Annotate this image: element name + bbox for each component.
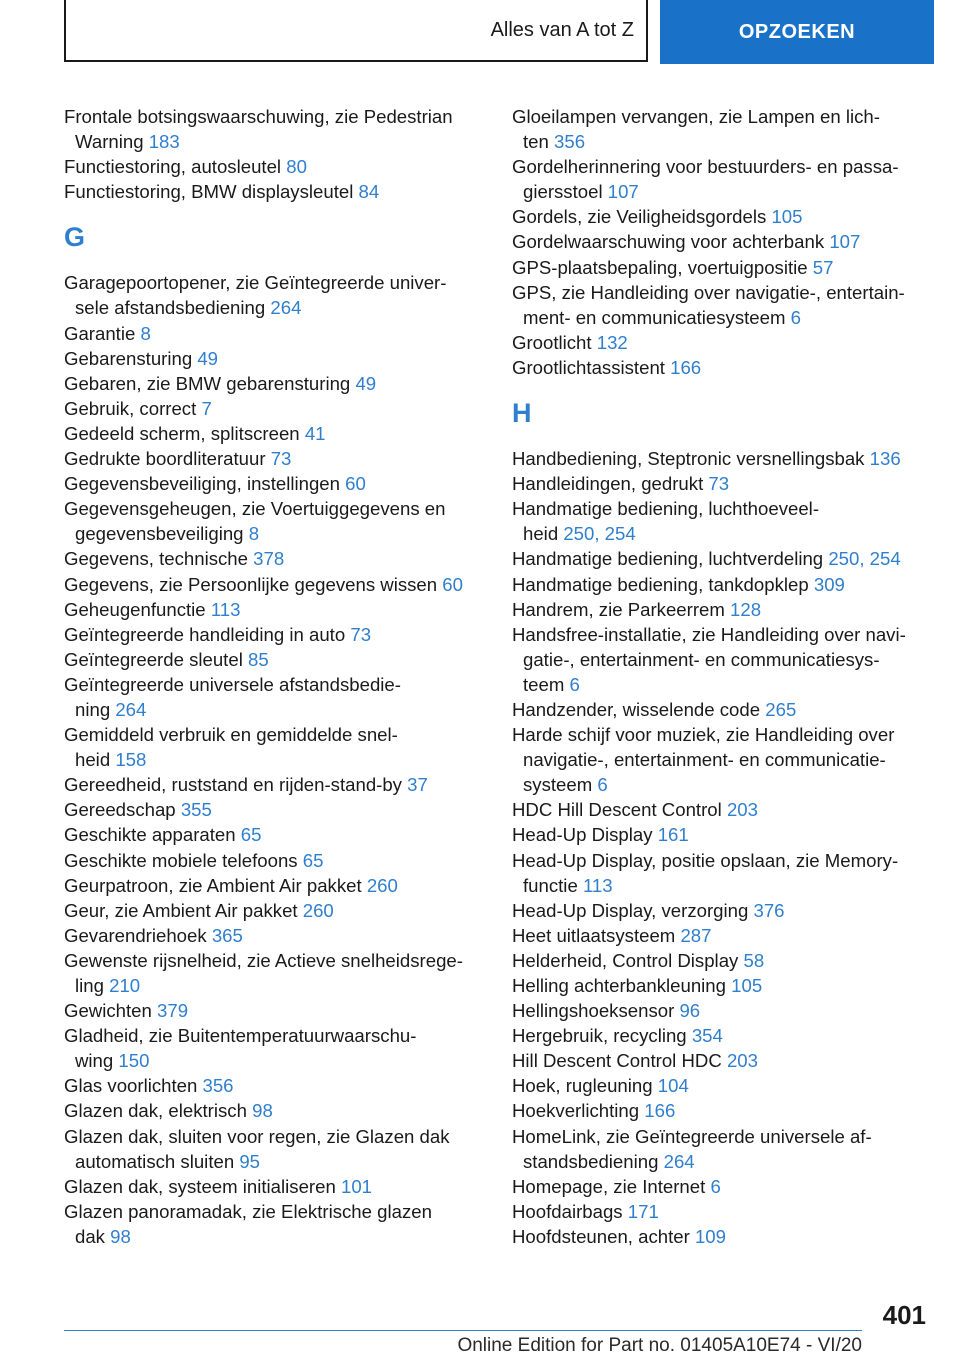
index-entry-text: HomeLink, zie Geïntegreerde universele af- <box>512 1125 872 1147</box>
index-entry-text: systeem <box>523 774 593 796</box>
index-entry-text: Gegevens, technische <box>64 548 248 570</box>
index-entry-text: navigatie-, entertainment- en communicatie- <box>523 749 886 771</box>
index-entry <box>512 998 932 1023</box>
index-entry-text: Gereedschap <box>64 799 176 821</box>
index-page-link[interactable]: 98 <box>110 1225 131 1247</box>
index-entry-text: Glazen dak, elektrisch <box>64 1100 247 1122</box>
index-entry-text: Geïntegreerde sleutel <box>64 648 243 670</box>
index-entry-text: Gegevens, zie Persoonlijke gegevens wissen <box>64 573 438 595</box>
index-entry <box>512 1224 932 1249</box>
header-tabs <box>64 0 934 66</box>
index-page-link[interactable]: 113 <box>582 874 613 896</box>
index-page-link[interactable]: 6 <box>597 774 608 796</box>
index-entry <box>64 179 484 204</box>
index-entry-text: gegevensbeveiliging <box>75 523 244 545</box>
index-entry-text: Geurpatroon, zie Ambient Air pakket <box>64 874 362 896</box>
index-entry <box>64 948 484 998</box>
index-entry-text: Warning <box>75 131 144 153</box>
index-entry <box>512 1023 932 1048</box>
index-page-link[interactable]: 107 <box>829 231 861 253</box>
index-page-link[interactable]: 376 <box>753 899 785 921</box>
index-entry-text: functie <box>523 874 578 896</box>
index-entry <box>512 280 932 330</box>
index-page-link[interactable]: 355 <box>180 799 212 821</box>
index-entry-text: Handrem, zie Parkeerrem <box>512 598 725 620</box>
index-entry-text: Head-Up Display, positie opslaan, zie Memory- <box>512 849 899 871</box>
index-entry-text: Hergebruik, recycling <box>512 1025 687 1047</box>
index-page-link[interactable]: 250, 254 <box>563 523 636 545</box>
index-page-link[interactable]: 84 <box>358 181 380 203</box>
index-entry <box>512 229 932 254</box>
index-page-link[interactable]: 80 <box>286 156 307 178</box>
index-entry <box>512 471 932 496</box>
index-page-link[interactable]: 378 <box>253 548 285 570</box>
index-entry-text: Gordels, zie Veiligheidsgordels <box>512 206 767 228</box>
index-entry-text: Gladheid, zie Buitentemperatuurwaarschu- <box>64 1025 417 1047</box>
index-page-link[interactable]: 105 <box>731 975 763 996</box>
index-entry-text: Geïntegreerde handleiding in auto <box>64 623 346 645</box>
index-entry <box>64 1073 484 1098</box>
index-entry-text: Glazen dak, sluiten voor regen, zie Glazen dak <box>64 1125 450 1147</box>
index-entry-text: Glas voorlichten <box>64 1075 198 1097</box>
index-entry <box>64 154 484 179</box>
index-entry <box>64 270 484 320</box>
index-entry <box>64 546 484 571</box>
index-entry-text: Gevarendriehoek <box>64 924 207 946</box>
index-entry-text: Handleidingen, gedrukt <box>512 473 704 495</box>
index-page-link[interactable]: 49 <box>197 347 219 369</box>
index-entry <box>64 647 484 672</box>
index-page-link[interactable]: 260 <box>302 899 334 921</box>
index-entry <box>512 330 932 355</box>
index-entry-text: ling <box>75 975 104 996</box>
index-entry <box>512 848 932 898</box>
index-entry <box>64 722 484 772</box>
index-entry-text: giersstoel <box>523 181 603 203</box>
page-number: 401 <box>882 1300 926 1330</box>
index-entry <box>64 923 484 948</box>
index-entry <box>512 204 932 229</box>
index-entry-text: Geschikte mobiele telefoons <box>64 849 298 871</box>
index-entry <box>64 1098 484 1123</box>
index-entry <box>64 1174 484 1199</box>
index-entry <box>64 572 484 597</box>
tab-index-label: Alles van A tot Z <box>490 18 634 41</box>
index-page-link[interactable]: 354 <box>691 1025 723 1047</box>
index-entry-text: HDC Hill Descent Control <box>512 799 722 821</box>
index-page-link[interactable]: 171 <box>627 1200 659 1222</box>
index-entry-text: Helling achterbankleuning <box>512 975 726 996</box>
index-entry-text: Gegevensgeheugen, zie Voertuiggegevens en <box>64 498 446 520</box>
index-entry-text: Gordelherinnering voor bestuurders- en passa- <box>512 156 899 178</box>
tab-search-label: OPZOEKEN <box>738 20 856 43</box>
index-page-link[interactable]: 98 <box>252 1100 273 1122</box>
index-entry-text: Handsfree-installatie, zie Handleiding over navi- <box>512 623 906 645</box>
index-entry <box>512 973 932 998</box>
index-page-link[interactable]: 250, 254 <box>828 548 901 570</box>
index-entry-text: Gereedheid, ruststand en rijden-stand-by <box>64 774 402 796</box>
index-page-link[interactable]: 136 <box>869 448 901 470</box>
index-entry-text: ten <box>523 131 549 153</box>
index-column-right <box>512 104 932 1249</box>
index-page-link[interactable]: 166 <box>670 356 702 378</box>
index-entry-text: Head-Up Display, verzorging <box>512 899 749 921</box>
index-entry <box>512 797 932 822</box>
index-entry-text: Handzender, wisselende code <box>512 698 761 720</box>
index-entry-text: Hoek, rugleuning <box>512 1075 653 1097</box>
index-entry <box>512 546 932 571</box>
index-entry-text: Gewenste rijsnelheid, zie Actieve snelheidsrege- <box>64 949 463 971</box>
index-page-link[interactable]: 6 <box>569 673 580 695</box>
index-entry-text: Gebruik, correct <box>64 397 197 419</box>
index-entry <box>64 446 484 471</box>
index-entry <box>64 898 484 923</box>
index-entry-text: Gegevensbeveiliging, instellingen <box>64 473 340 495</box>
index-page-link[interactable]: 264 <box>663 1150 695 1172</box>
index-page-link[interactable]: 260 <box>366 874 398 896</box>
index-entry-text: Gedrukte boordliteratuur <box>64 448 266 470</box>
index-entry <box>64 396 484 421</box>
index-page-link[interactable]: 379 <box>157 1000 189 1022</box>
index-entry <box>64 622 484 647</box>
index-page-link[interactable]: 203 <box>726 1050 758 1072</box>
index-entry <box>64 496 484 546</box>
index-entry <box>512 697 932 722</box>
index-entry <box>512 1199 932 1224</box>
index-page-link[interactable]: 104 <box>657 1075 689 1097</box>
index-page-link[interactable]: 60 <box>442 573 463 595</box>
index-page-link[interactable]: 203 <box>726 799 758 821</box>
index-page-link[interactable]: 6 <box>710 1175 721 1197</box>
index-entry-text: Gordelwaarschuwing voor achterbank <box>512 231 825 253</box>
index-page-link[interactable]: 85 <box>248 648 269 670</box>
index-entry <box>64 873 484 898</box>
index-entry-text: Geïntegreerde universele afstandsbedie- <box>64 673 401 695</box>
index-entry <box>64 597 484 622</box>
index-entry-text: Handmatige bediening, tankdopklep <box>512 573 809 595</box>
index-entry-text: Geheugenfunctie <box>64 598 206 620</box>
index-entry-text: heid <box>75 749 111 771</box>
index-page-link[interactable]: 132 <box>596 331 628 353</box>
index-entry <box>512 496 932 546</box>
index-entry <box>64 1124 484 1174</box>
index-page-link[interactable]: 128 <box>730 598 762 620</box>
index-entry <box>512 154 932 204</box>
index-entry-text: Gedeeld scherm, splitscreen <box>64 422 300 444</box>
index-entry-text: automatisch sluiten <box>75 1150 235 1172</box>
index-entry-text: Helderheid, Control Display <box>512 949 739 971</box>
index-page-link[interactable]: 73 <box>708 473 730 495</box>
index-letter-heading: G <box>64 222 86 253</box>
index-page-link[interactable]: 73 <box>350 623 372 645</box>
index-entry-text: Harde schijf voor muziek, zie Handleiding over <box>512 724 895 746</box>
index-entry-text: Glazen dak, systeem initialiseren <box>64 1175 336 1197</box>
index-entry <box>64 471 484 496</box>
index-entry <box>512 446 932 471</box>
index-page-link[interactable]: 183 <box>148 131 180 153</box>
index-entry-text: Hellingshoeksensor <box>512 1000 675 1022</box>
index-entry <box>64 371 484 396</box>
index-entry <box>512 597 932 622</box>
index-entry <box>512 1073 932 1098</box>
index-entry-text: Hoofdairbags <box>512 1200 623 1222</box>
index-entry-text: Gebarensturing <box>64 347 193 369</box>
index-page-link[interactable]: 101 <box>340 1175 373 1197</box>
index-page-link[interactable]: 107 <box>607 181 639 203</box>
index-entry <box>64 346 484 371</box>
index-entry-text: Handbediening, Steptronic versnellingsbak <box>512 448 865 470</box>
index-entry-text: Geur, zie Ambient Air pakket <box>64 899 298 921</box>
index-page-link[interactable]: 287 <box>680 924 712 946</box>
index-entry-text: GPS, zie Handleiding over navigatie-, entertain- <box>512 281 905 303</box>
index-entry-text: Grootlicht <box>512 331 592 353</box>
tab-search[interactable] <box>660 0 934 64</box>
index-entry-text: Gebaren, zie BMW gebarensturing <box>64 372 351 394</box>
index-page-link[interactable]: 166 <box>644 1100 676 1122</box>
index-page-link[interactable]: 65 <box>240 824 262 846</box>
index-column-left <box>64 104 484 1249</box>
index-page-link[interactable]: 49 <box>355 372 377 394</box>
index-entry-text: dak <box>75 1225 105 1247</box>
index-entry-text: Gloeilampen vervangen, zie Lampen en lich- <box>512 106 880 127</box>
index-entry <box>64 1023 484 1073</box>
index-entry <box>512 255 932 280</box>
index-letter-heading: H <box>512 398 532 429</box>
index-entry-text: Frontale botsingswaarschuwing, zie Pedestrian <box>64 106 453 127</box>
index-page-link[interactable]: 41 <box>304 422 326 444</box>
index-entry-text: Homepage, zie Internet <box>512 1175 706 1197</box>
index-entry-text: sele afstandsbediening <box>75 297 266 319</box>
index-entry-text: Functiestoring, autosleutel <box>64 156 282 178</box>
footer-edition: Online Edition for Part no. 01405A10E74 - VI/20 <box>457 1335 862 1356</box>
index-entry <box>64 998 484 1023</box>
index-entry <box>64 104 484 154</box>
index-page-link[interactable]: 105 <box>771 206 803 228</box>
index-page-link[interactable]: 264 <box>115 698 147 720</box>
index-entry <box>512 355 932 380</box>
index-entry-text: GPS-plaatsbepaling, voertuigpositie <box>512 256 808 278</box>
index-entry-text: standsbediening <box>523 1150 659 1172</box>
index-page-link[interactable]: 96 <box>679 1000 701 1022</box>
index-entry <box>512 1048 932 1073</box>
index-entry <box>512 923 932 948</box>
index-page-link[interactable]: 264 <box>270 297 302 319</box>
index-entry-text: Handmatige bediening, luchtverdeling <box>512 548 824 570</box>
index-entry <box>64 822 484 847</box>
index-entry-text: Handmatige bediening, luchthoeveel- <box>512 498 820 520</box>
index-entry <box>512 722 932 797</box>
index-page-link[interactable]: 65 <box>302 849 324 871</box>
index-entry-text: Gewichten <box>64 1000 152 1022</box>
index-entry-text: Geschikte apparaten <box>64 824 236 846</box>
index-entry <box>64 1199 484 1249</box>
index-entry-text: ning <box>75 698 111 720</box>
index-entry <box>64 848 484 873</box>
index-page-link[interactable]: 37 <box>407 774 428 796</box>
index-page-link[interactable]: 7 <box>201 397 212 419</box>
index-page-link[interactable]: 158 <box>115 749 147 771</box>
index-entry <box>64 672 484 722</box>
tab-index-a-z[interactable] <box>64 0 648 62</box>
index-page-link[interactable]: 265 <box>765 698 797 720</box>
index-entry-text: Functiestoring, BMW displaysleutel <box>64 181 354 203</box>
index-entry-text: ment- en communicatiesysteem <box>523 306 786 328</box>
index-entry-text: Garagepoortopener, zie Geïntegreerde univer- <box>64 272 447 294</box>
index-entry-text: wing <box>75 1050 114 1072</box>
index-entry-text: heid <box>523 523 559 545</box>
index-page-link[interactable]: 113 <box>210 598 241 620</box>
index-entry <box>64 421 484 446</box>
index-page-link[interactable]: 73 <box>270 448 292 470</box>
index-entry-text: gatie-, entertainment- en communicatiesys- <box>523 648 880 670</box>
index-page-link[interactable]: 109 <box>694 1225 726 1247</box>
index-page-link[interactable]: 210 <box>109 975 141 996</box>
index-entry <box>512 898 932 923</box>
index-entry <box>512 572 932 597</box>
index-entry <box>64 797 484 822</box>
index-entry <box>512 822 932 847</box>
index-entry <box>512 1124 932 1174</box>
index-page-link[interactable]: 365 <box>211 924 243 946</box>
index-entry-text: Head-Up Display <box>512 824 653 846</box>
index-page-link[interactable]: 356 <box>202 1075 234 1097</box>
footer-divider <box>64 1330 862 1331</box>
index-entry <box>512 104 932 154</box>
index-entry <box>512 948 932 973</box>
index-page-link[interactable]: 57 <box>812 256 834 278</box>
index-entry <box>64 772 484 797</box>
index-page-link[interactable]: 6 <box>790 306 801 328</box>
index-page-link[interactable]: 309 <box>813 573 845 595</box>
index-entry <box>512 1174 932 1199</box>
index-page-link[interactable]: 150 <box>118 1050 150 1072</box>
index-entry-text: Glazen panoramadak, zie Elektrische glazen <box>64 1200 432 1222</box>
index-page-link[interactable]: 95 <box>239 1150 261 1172</box>
index-entry-text: Hill Descent Control HDC <box>512 1050 722 1072</box>
index-page-link[interactable]: 8 <box>248 523 260 545</box>
index-entry-text: Hoofdsteunen, achter <box>512 1225 690 1247</box>
index-page-link[interactable]: 58 <box>743 949 765 971</box>
index-page-link[interactable]: 8 <box>140 322 151 344</box>
index-entry-text: Grootlichtassistent <box>512 356 665 378</box>
index-entry-text: Garantie <box>64 322 136 344</box>
index-entry-text: Heet uitlaatsysteem <box>512 924 676 946</box>
index-entry-text: teem <box>523 673 565 695</box>
index-page-link[interactable]: 60 <box>345 473 366 495</box>
index-page-link[interactable]: 161 <box>657 824 689 846</box>
index-entry-text: Gemiddeld verbruik en gemiddelde snel- <box>64 724 398 746</box>
index-entry <box>512 1098 932 1123</box>
index-entry <box>512 622 932 697</box>
index-entry-text: Hoekverlichting <box>512 1100 640 1122</box>
index-page-link[interactable]: 356 <box>554 131 586 153</box>
index-entry <box>64 321 484 346</box>
